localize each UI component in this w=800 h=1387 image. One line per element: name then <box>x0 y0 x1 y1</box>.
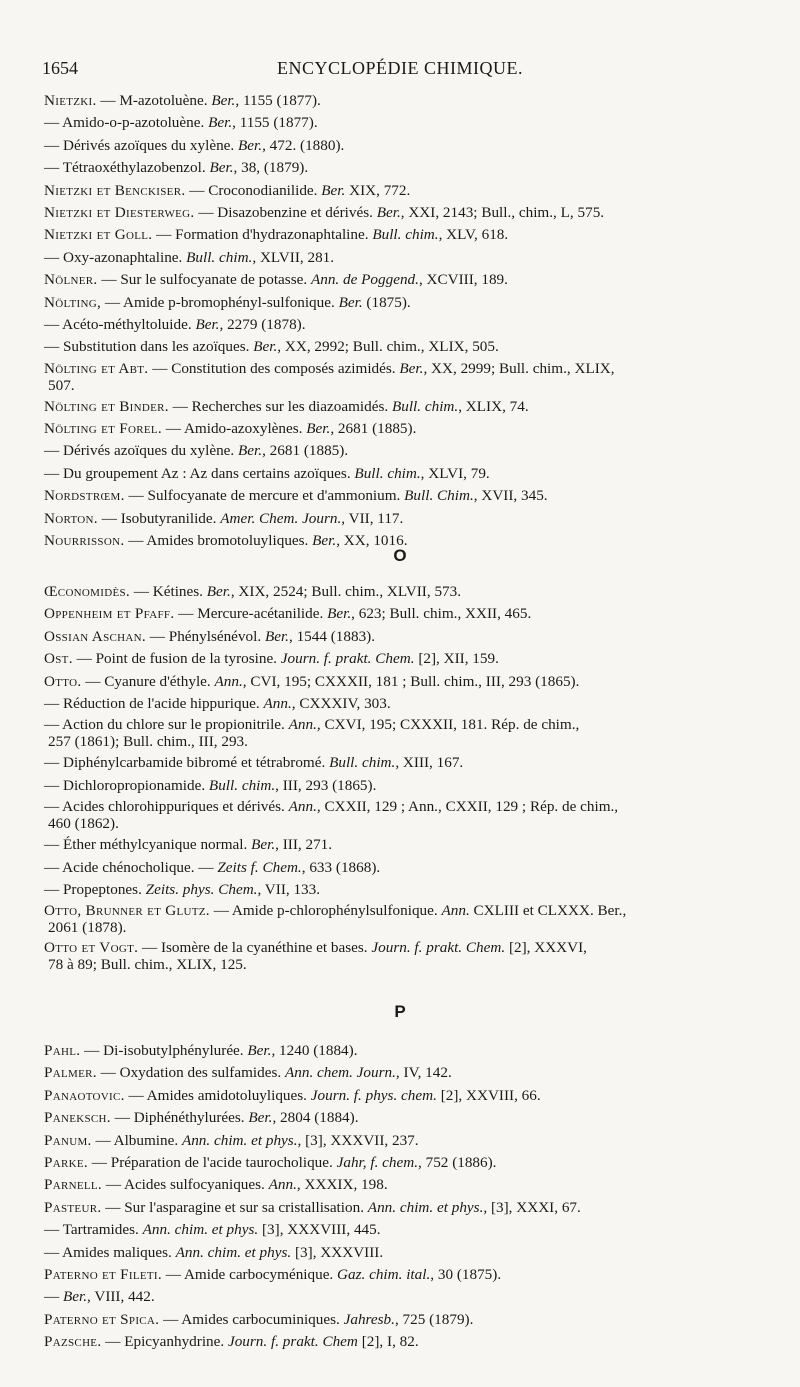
entry-journal: Zeits f. Chem. <box>217 858 302 876</box>
entry-continuation: 2061 (1878). <box>48 919 127 937</box>
entry-journal: Bull. Chim. <box>404 487 474 505</box>
entry-journal: Bull. chim. <box>186 248 253 266</box>
bibliography-entry <box>44 1174 784 1196</box>
bibliography-entry <box>44 775 784 797</box>
entry-journal: Journ. f. prakt. Chem. <box>280 650 415 668</box>
entry-journal: Ann. <box>441 902 470 920</box>
entry-author: Parke. <box>44 1153 88 1171</box>
entry-reference: , XLIX, 74. <box>458 397 529 415</box>
entry-title: — Acide chénocholique. — <box>44 858 218 876</box>
entry-journal: Journ. f. prakt. Chem. <box>371 939 506 957</box>
entry-journal: Journ. f. prakt. Chem <box>227 1333 358 1351</box>
entry-reference: , 752 (1886). <box>418 1153 497 1171</box>
entry-title: — Préparation de l'acide taurocholique. <box>88 1153 337 1171</box>
entry-journal: Ber. <box>247 1042 272 1059</box>
entry-author: Panaotovic. <box>44 1086 125 1104</box>
entry-reference: [2], XII, 159. <box>414 650 499 668</box>
entry-author: Pahl. <box>44 1042 81 1059</box>
entry-journal: Ann. chim. et phys. <box>175 1243 292 1261</box>
entry-journal: Ber. <box>62 1288 88 1306</box>
bibliography-entry <box>44 857 784 879</box>
entry-reference: , CVI, 195; CXXXII, 181 ; Bull. chim., III, 293 (1865). <box>242 672 580 690</box>
entry-reference: , [3], XXXI, 67. <box>483 1198 581 1216</box>
entry-journal: Ber. <box>208 114 233 132</box>
entry-title: — Sulfocyanate de mercure et d'ammonium. <box>124 487 405 505</box>
entry-journal: Ber. <box>238 136 263 154</box>
section-n-entries <box>44 90 784 552</box>
entry-journal: Ber. <box>211 92 236 109</box>
section-letter-o: O <box>393 546 407 565</box>
entry-title: — Croconodianilide. <box>185 181 322 199</box>
entry-title: — Propeptones. <box>44 880 146 898</box>
entry-reference: , XIII, 167. <box>395 754 464 772</box>
entry-journal: Ann. chim. et phys. <box>367 1198 484 1216</box>
entry-journal: Ann. <box>288 716 317 734</box>
entry-journal: Ann. <box>268 1176 297 1194</box>
entry-journal: Ber. <box>327 605 352 623</box>
entry-journal: Ann. <box>263 694 292 712</box>
entry-reference: , 623; Bull. chim., XXII, 465. <box>351 605 532 623</box>
entry-reference: , 38, (1879). <box>233 159 309 177</box>
running-title: ENCYCLOPÉDIE CHIMIQUE. <box>277 58 523 78</box>
bibliography-entry <box>44 1219 784 1241</box>
entry-journal: Ber. <box>321 181 346 199</box>
bibliography-entry <box>44 648 784 670</box>
bibliography-entry <box>44 157 784 179</box>
entry-title: — Disazobenzine et dérivés. <box>194 203 377 221</box>
bibliography-entry <box>44 135 784 157</box>
entry-title: — Tartramides. <box>44 1221 143 1239</box>
entry-title: — Isomère de la cyanéthine et bases. <box>138 939 372 957</box>
entry-reference: , XX, 2992; Bull. chim., XLIX, 505. <box>277 338 499 356</box>
entry-title: — Amido-o-p-azotoluène. <box>44 114 209 132</box>
entry-journal: Ber. <box>306 420 331 438</box>
bibliography-entry <box>44 1152 784 1174</box>
entry-reference: [2], I, 82. <box>357 1333 419 1351</box>
entry-title: — Albumine. <box>91 1131 182 1149</box>
entry-author: Palmer. <box>44 1064 97 1082</box>
entry-journal: Bull. chim. <box>391 397 459 415</box>
entry-title: — Cyanure d'éthyle. <box>81 672 215 690</box>
bibliography-entry <box>44 715 784 752</box>
bibliography-entry <box>44 202 784 224</box>
entry-title: — Constitution des composés azimidés. <box>148 359 400 377</box>
entry-journal: Amer. Chem. Journ. <box>220 509 342 527</box>
entry-journal: Ber. <box>238 442 263 460</box>
bibliography-entry <box>44 834 784 856</box>
bibliography-entry <box>44 1197 784 1219</box>
entry-title: — Oxy-azonaphtaline. <box>44 248 187 266</box>
entry-title: — Amides carbocuminiques. <box>159 1310 344 1328</box>
entry-author: Otto. <box>44 672 82 690</box>
entry-title: — Point de fusion de la tyrosine. <box>72 650 281 668</box>
entry-journal: Bull. chim. <box>372 226 439 244</box>
bibliography-entry <box>44 938 784 975</box>
entry-journal: Ber. <box>209 159 234 177</box>
entry-journal: Ann. <box>214 672 243 690</box>
entry-title: — Diphénylcarbamide bibromé et tétrabromé. <box>44 754 330 772</box>
entry-journal: Ber. <box>195 315 220 333</box>
entry-title: — Isobutyranilide. <box>97 509 221 527</box>
bibliography-entry <box>44 693 784 715</box>
entry-reference: , XIX, 2524; Bull. chim., XLVII, 573. <box>230 583 462 600</box>
entry-reference: , XX, 1016. <box>336 532 408 550</box>
entry-journal: Bull. chim. <box>208 776 276 794</box>
section-o-entries <box>44 581 784 975</box>
entry-reference: , CXXXIV, 303. <box>291 694 391 712</box>
entry-reference: , XLVII, 281. <box>252 248 335 266</box>
entry-title: — Sur le sulfocyanate de potasse. <box>97 271 311 289</box>
entry-journal: Ber. <box>251 836 276 854</box>
entry-title: — Amide p-bromophényl-sulfonique. <box>101 293 339 311</box>
entry-reference: , 30 (1875). <box>430 1265 502 1283</box>
entry-title: — Éther méthylcyanique normal. <box>44 836 252 854</box>
bibliography-entry <box>44 797 784 834</box>
entry-journal: Ann. chim. et phys. <box>181 1131 298 1149</box>
entry-title: — Amido-azoxylènes. <box>162 420 307 438</box>
bibliography-entry <box>44 1062 784 1084</box>
entry-title: — Dichloropropionamide. <box>44 776 209 794</box>
entry-author: Nölner. <box>44 271 98 289</box>
entry-reference: , IV, 142. <box>395 1064 452 1082</box>
entry-journal: Jahresb. <box>343 1310 395 1328</box>
entry-reference: , 2279 (1878). <box>219 315 306 333</box>
entry-journal: Gaz. chim. ital. <box>337 1265 431 1283</box>
entry-reference: (1875). <box>362 293 411 311</box>
page-header <box>42 52 758 78</box>
entry-reference: , XXXIX, 198. <box>296 1176 388 1194</box>
entry-reference: , 1155 (1877). <box>232 114 318 132</box>
entry-journal: Ber. <box>399 359 424 377</box>
bibliography-entry <box>44 752 784 774</box>
bibliography-entry <box>44 396 784 418</box>
bibliography-entry <box>44 901 784 938</box>
bibliography-entry <box>44 581 784 603</box>
entry-title: — Acides chlorohippuriques et dérivés. <box>44 798 289 816</box>
entry-reference: , 725 (1879). <box>394 1310 474 1328</box>
entry-title: — Sur l'asparagine et sur sa cristallisation. <box>101 1198 368 1216</box>
bibliography-entry <box>44 1040 784 1062</box>
entry-reference: , VIII, 442. <box>87 1288 155 1306</box>
entry-reference: [2], XXXVI, <box>505 939 587 957</box>
bibliography-entry <box>44 603 784 625</box>
bibliography-entry <box>44 1085 784 1107</box>
bibliography-entry <box>44 1264 784 1286</box>
bibliography-entry <box>44 508 784 530</box>
entry-author: Nölting et Binder. <box>44 397 169 415</box>
entry-author: Panum. <box>44 1131 92 1149</box>
bibliography-entry <box>44 1242 784 1264</box>
entry-author: Paterno et Fileti. <box>44 1265 162 1283</box>
entry-author: Nietzki et Diesterweg. <box>44 203 195 221</box>
entry-reference: , XX, 2999; Bull. chim., XLIX, <box>423 359 615 377</box>
bibliography-entry <box>44 314 784 336</box>
entry-reference: , 1155 (1877). <box>235 92 321 109</box>
page-number: 1654 <box>42 58 78 78</box>
entry-reference: , III, 293 (1865). <box>275 776 377 794</box>
entry-author: Nordstrœm. <box>44 487 125 505</box>
bibliography-entry <box>44 879 784 901</box>
bibliography-entry <box>44 1130 784 1152</box>
entry-journal: Ber. <box>264 627 289 645</box>
entry-author: Oppenheim et Pfaff. <box>44 605 175 623</box>
entry-journal: Ber. <box>248 1109 273 1127</box>
entry-title: — Epicyanhydrine. <box>101 1333 228 1351</box>
bibliography-entry <box>44 1309 784 1331</box>
entry-title: — Amides maliques. <box>44 1243 176 1261</box>
bibliography-entry <box>44 1286 784 1308</box>
entry-author: Nölting, <box>44 293 102 311</box>
entry-journal: Ber. <box>206 583 231 600</box>
entry-title: — Amide p-chlorophénylsulfonique. <box>209 902 442 920</box>
entry-title: — M-azotoluène. <box>96 92 212 109</box>
entry-journal: Jahr, f. chem. <box>336 1153 419 1171</box>
entry-title: — Dérivés azoïques du xylène. <box>44 442 239 460</box>
bibliography-entry <box>44 90 784 112</box>
entry-author: Pazsche. <box>44 1333 102 1351</box>
entry-journal: Journ. f. phys. chem. <box>310 1086 437 1104</box>
entry-reference: , XVII, 345. <box>473 487 548 505</box>
entry-reference: , VII, 117. <box>341 509 404 527</box>
entry-reference: [3], XXXVIII. <box>291 1243 384 1261</box>
entry-author: Otto, Brunner et Glutz. <box>44 902 210 920</box>
entry-journal: Ber. <box>312 532 337 550</box>
bibliography-entry <box>44 336 784 358</box>
entry-author: Otto et Vogt. <box>44 939 139 957</box>
entry-title: — Phénylsénévol. <box>145 627 265 645</box>
entry-reference: , 1240 (1884). <box>271 1042 358 1059</box>
bibliography-entry <box>44 485 784 507</box>
entry-author: Œconomidès. <box>44 583 130 600</box>
entry-author: Nietzki et Goll. <box>44 226 153 244</box>
entry-continuation: 507. <box>48 376 75 394</box>
bibliography-entry <box>44 1107 784 1129</box>
bibliography-entry <box>44 269 784 291</box>
entry-journal: Ber. <box>338 293 363 311</box>
entry-title: — Oxydation des sulfamides. <box>96 1064 285 1082</box>
bibliography-entry <box>44 180 784 202</box>
entry-continuation: 460 (1862). <box>48 815 119 833</box>
bibliography-entry <box>44 626 784 648</box>
entry-journal: Ann. chim. et phys. <box>142 1221 259 1239</box>
entry-reference: [3], XXXVIII, 445. <box>258 1221 381 1239</box>
entry-title: — Recherches sur les diazoamidés. <box>168 397 392 415</box>
entry-reference: , XXI, 2143; Bull., chim., L, 575. <box>400 203 605 221</box>
entry-title: — Amides bromotoluyliques. <box>124 532 313 550</box>
entry-author: Nietzki et Benckiser. <box>44 181 186 199</box>
section-letter-p: P <box>394 1002 406 1021</box>
entry-reference: , 2804 (1884). <box>272 1109 359 1127</box>
entry-continuation: 257 (1861); Bull. chim., III, 293. <box>48 733 248 751</box>
entry-author: Nölting et Abt. <box>44 359 149 377</box>
entry-title: — Di-isobutylphénylurée. <box>80 1042 248 1059</box>
bibliography-entry <box>44 671 784 693</box>
entry-author: Nölting et Forel. <box>44 420 162 438</box>
bibliography-entry <box>44 418 784 440</box>
entry-author: Parnell. <box>44 1176 103 1194</box>
bibliography-entry <box>44 292 784 314</box>
entry-journal: Ann. <box>288 798 317 816</box>
entry-reference: , CXXII, 129 ; Ann., CXXII, 129 ; Rép. de chim., <box>316 798 619 816</box>
entry-title: — Substitution dans les azoïques. <box>44 338 254 356</box>
entry-journal: Ber. <box>376 203 401 221</box>
entry-reference: CXLIII et CLXXX. Ber., <box>469 902 627 920</box>
entry-title: — Acides sulfocyaniques. <box>102 1176 269 1194</box>
entry-journal: Ber. <box>253 338 278 356</box>
entry-journal: Ann. de Poggend. <box>310 271 419 289</box>
entry-reference: , XCVIII, 189. <box>418 271 508 289</box>
entry-title: — Action du chlore sur le propionitrile. <box>44 716 289 734</box>
entry-title: — Acéto-méthyltoluide. <box>44 315 196 333</box>
entry-author: Norton. <box>44 509 98 527</box>
entry-reference: , XLVI, 79. <box>420 464 490 482</box>
entry-title: — <box>44 1288 63 1306</box>
section-p-entries <box>44 1040 784 1353</box>
entry-author: Ossian Aschan. <box>44 627 146 645</box>
entry-journal: Zeits. phys. Chem. <box>145 880 258 898</box>
entry-author: Panekscн. <box>44 1109 111 1127</box>
entry-title: — Diphénéthylurées. <box>110 1109 249 1127</box>
bibliography-entry <box>44 1331 784 1353</box>
entry-reference: , III, 271. <box>275 836 333 854</box>
entry-author: Paterno et Spica. <box>44 1310 160 1328</box>
entry-title: — Tétraoxéthylazobenzol. <box>44 159 210 177</box>
entry-title: — Amide carbocyménique. <box>162 1265 338 1283</box>
entry-reference: , 2681 (1885). <box>262 442 349 460</box>
entry-title: — Mercure-acétanilide. <box>174 605 328 623</box>
entry-title: — Kétines. <box>130 583 207 600</box>
entry-reference: , CXVI, 195; CXXXII, 181. Rép. de chim., <box>316 716 580 734</box>
entry-author: Nietzki. <box>44 92 97 109</box>
entry-reference: , 472. (1880). <box>262 136 345 154</box>
entry-reference: XIX, 772. <box>345 181 411 199</box>
entry-title: — Amides amidotoluyliques. <box>124 1086 311 1104</box>
entry-author: Pasteur. <box>44 1198 102 1216</box>
entry-title: — Du groupement Az : Az dans certains azoïques. <box>44 464 355 482</box>
entry-journal: Ann. chem. Journ. <box>284 1064 396 1082</box>
bibliography-entry <box>44 112 784 134</box>
entry-reference: , 1544 (1883). <box>288 627 376 645</box>
bibliography-entry <box>44 440 784 462</box>
entry-journal: Bull. chim. <box>329 754 396 772</box>
entry-reference: , VII, 133. <box>257 880 321 898</box>
bibliography-entry <box>44 463 784 485</box>
bibliography-entry <box>44 224 784 246</box>
entry-reference: , [3], XXXVII, 237. <box>297 1131 419 1149</box>
entry-journal: Bull. chim. <box>354 464 421 482</box>
entry-reference: [2], XXVIII, 66. <box>436 1086 541 1104</box>
bibliography-entry <box>44 359 784 396</box>
entry-author: Ost. <box>44 650 73 668</box>
bibliography-entry <box>44 247 784 269</box>
entry-author: Nourrisson. <box>44 532 125 550</box>
entry-continuation: 78 à 89; Bull. chim., XLIX, 125. <box>48 956 247 974</box>
entry-title: — Réduction de l'acide hippurique. <box>44 694 264 712</box>
entry-title: — Dérivés azoïques du xylène. <box>44 136 239 154</box>
entry-reference: , 2681 (1885). <box>330 420 417 438</box>
entry-reference: , 633 (1868). <box>301 858 381 876</box>
entry-title: — Formation d'hydrazonaphtaline. <box>152 226 373 244</box>
entry-reference: , XLV, 618. <box>438 226 509 244</box>
